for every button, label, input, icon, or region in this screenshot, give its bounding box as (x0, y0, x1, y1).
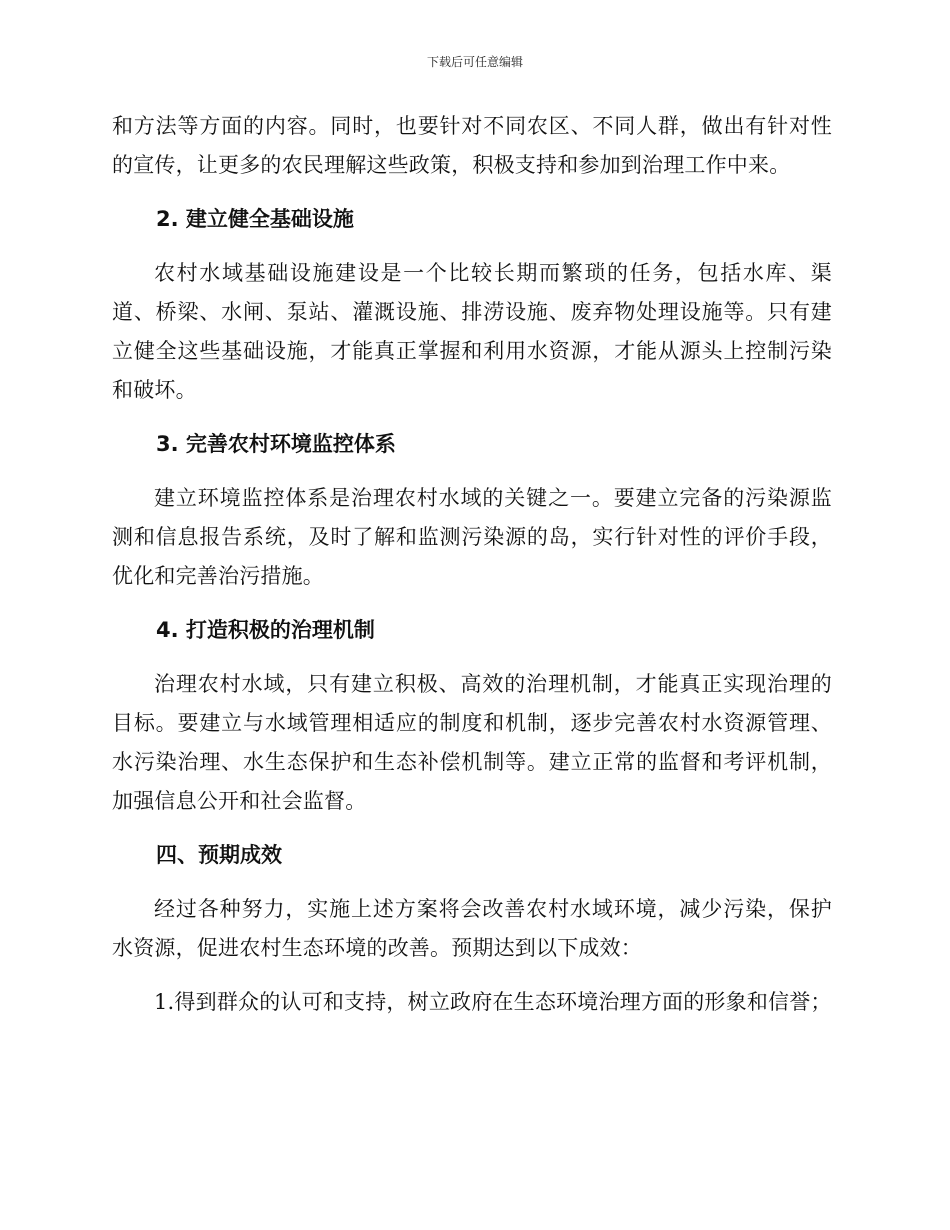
section-heading-expected-results: 四、预期成效 (156, 843, 282, 867)
section-heading-monitoring: 3. 完善农村环境监控体系 (156, 432, 396, 456)
list-item-result-1: 1.得到群众的认可和支持，树立政府在生态环境治理方面的形象和信誉； (154, 990, 832, 1014)
paragraph-monitoring: 建立环境监控体系是治理农村水域的关键之一。要建立完备的污染源监测和信息报告系统，及时了解和监测污染源的岛，实行针对性的评价手段，优化和完善治污措施。 (112, 486, 832, 588)
paragraph-publicity: 和方法等方面的内容。同时，也要针对不同农区、不同人群，做出有针对性的宣传，让更多的农民理解这些政策，积极支持和参加到治理工作中来。 (112, 114, 832, 177)
page-header-note: 下载后可任意编辑 (426, 55, 523, 69)
document-body (112, 107, 832, 1035)
paragraph-mechanism: 治理农村水域，只有建立积极、高效的治理机制，才能真正实现治理的目标。要建立与水域管理相适应的制度和机制，逐步完善农村水资源管理、水污染治理、水生态保护和生态补偿机制等。建立正常的监督和考评机制，加强信息公开和社会监督。 (112, 672, 832, 813)
paragraph-infrastructure: 农村水域基础设施建设是一个比较长期而繁琐的任务，包括水库、渠道、桥梁、水闸、泵站、灌溉设施、排涝设施、废弃物处理设施等。只有建立健全这些基础设施，才能真正掌握和利用水资源，才能从源头上控制污染和破坏。 (112, 261, 832, 402)
paragraph-expected-results: 经过各种努力，实施上述方案将会改善农村水域环境，减少污染，保护水资源，促进农村生态环境的改善。预期达到以下成效： (112, 897, 832, 960)
section-heading-mechanism: 4. 打造积极的治理机制 (156, 618, 375, 642)
section-heading-infrastructure: 2. 建立健全基础设施 (156, 207, 354, 231)
